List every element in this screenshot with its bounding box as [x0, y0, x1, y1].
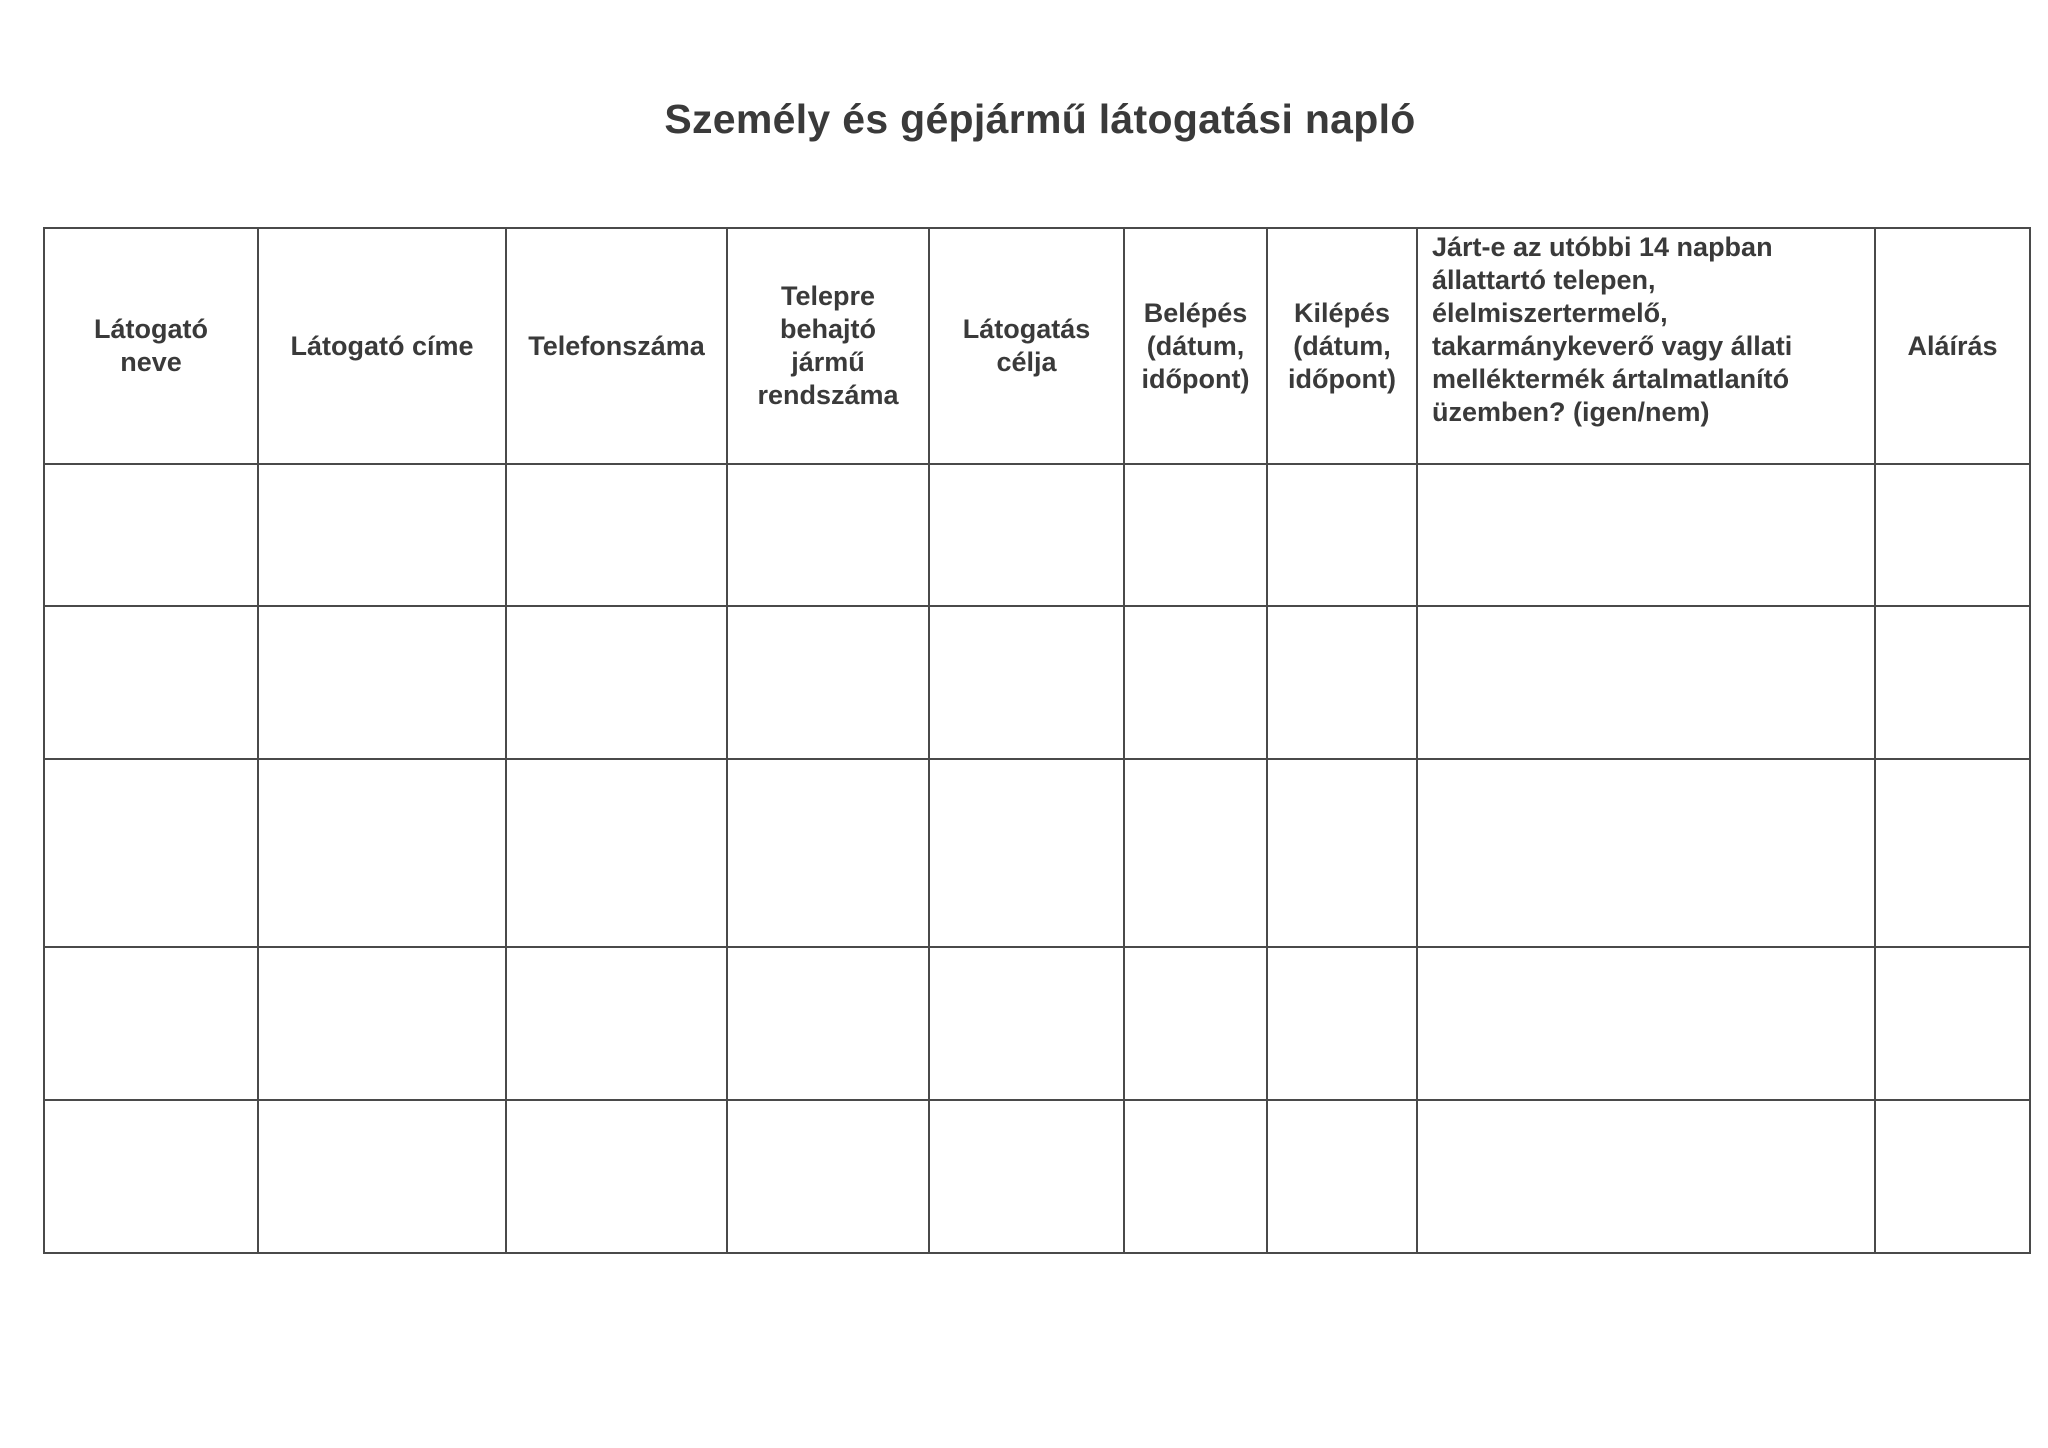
visit-log-table [43, 227, 2031, 1254]
table-cell[interactable] [1124, 606, 1267, 759]
table-cell[interactable] [1875, 606, 2030, 759]
table-cell[interactable] [727, 759, 929, 947]
table-cell[interactable] [727, 464, 929, 606]
column-header-farm-visit-question: Járt-e az utóbbi 14 napban állattartó telepen, élelmiszertermelő, takarmánykeverő vagy állati melléktermék ártalmatlanító üzemben? (igen/nem) [1417, 228, 1875, 464]
table-cell[interactable] [929, 606, 1124, 759]
table-cell[interactable] [1267, 759, 1417, 947]
table-cell[interactable] [44, 464, 258, 606]
table-cell[interactable] [44, 1100, 258, 1253]
table-cell[interactable] [727, 1100, 929, 1253]
column-header-phone: Telefonszáma [506, 228, 727, 464]
column-header-entry-time: Belépés (dátum, időpont) [1124, 228, 1267, 464]
table-cell[interactable] [727, 947, 929, 1100]
table-cell[interactable] [1417, 759, 1875, 947]
table-row [44, 1100, 2030, 1253]
table-cell[interactable] [929, 759, 1124, 947]
table-cell[interactable] [258, 1100, 506, 1253]
table-cell[interactable] [1417, 464, 1875, 606]
table-row [44, 759, 2030, 947]
table-cell[interactable] [1124, 464, 1267, 606]
table-cell[interactable] [258, 464, 506, 606]
page-title: Személy és gépjármű látogatási napló [664, 96, 1416, 142]
table-cell[interactable] [1267, 1100, 1417, 1253]
table-cell[interactable] [929, 947, 1124, 1100]
table-cell[interactable] [506, 759, 727, 947]
table-row [44, 947, 2030, 1100]
table-cell[interactable] [258, 759, 506, 947]
table-cell[interactable] [258, 947, 506, 1100]
table-cell[interactable] [44, 759, 258, 947]
table-cell[interactable] [1417, 606, 1875, 759]
table-row [44, 464, 2030, 606]
table-cell[interactable] [1875, 1100, 2030, 1253]
column-header-signature: Aláírás [1875, 228, 2030, 464]
column-header-visit-purpose: Látogatás célja [929, 228, 1124, 464]
table-cell[interactable] [1267, 947, 1417, 1100]
table-cell[interactable] [506, 947, 727, 1100]
table-cell[interactable] [44, 606, 258, 759]
table-cell[interactable] [929, 1100, 1124, 1253]
table-cell[interactable] [1267, 464, 1417, 606]
table-cell[interactable] [929, 464, 1124, 606]
table-cell[interactable] [1417, 1100, 1875, 1253]
column-header-visitor-name: Látogató neve [44, 228, 258, 464]
table-cell[interactable] [1124, 947, 1267, 1100]
header-row [44, 228, 2030, 464]
table-cell[interactable] [727, 606, 929, 759]
column-header-visitor-address: Látogató címe [258, 228, 506, 464]
table-cell[interactable] [506, 464, 727, 606]
table-cell[interactable] [258, 606, 506, 759]
table-cell[interactable] [1267, 606, 1417, 759]
table-cell[interactable] [506, 1100, 727, 1253]
table-cell[interactable] [1124, 1100, 1267, 1253]
table-cell[interactable] [44, 947, 258, 1100]
column-header-vehicle-plate: Telepre behajtó jármű rendszáma [727, 228, 929, 464]
table-cell[interactable] [1875, 759, 2030, 947]
column-header-exit-time: Kilépés (dátum, időpont) [1267, 228, 1417, 464]
table-cell[interactable] [1875, 947, 2030, 1100]
table-cell[interactable] [1875, 464, 2030, 606]
table-cell[interactable] [1417, 947, 1875, 1100]
table-cell[interactable] [506, 606, 727, 759]
table-cell[interactable] [1124, 759, 1267, 947]
table-row [44, 606, 2030, 759]
